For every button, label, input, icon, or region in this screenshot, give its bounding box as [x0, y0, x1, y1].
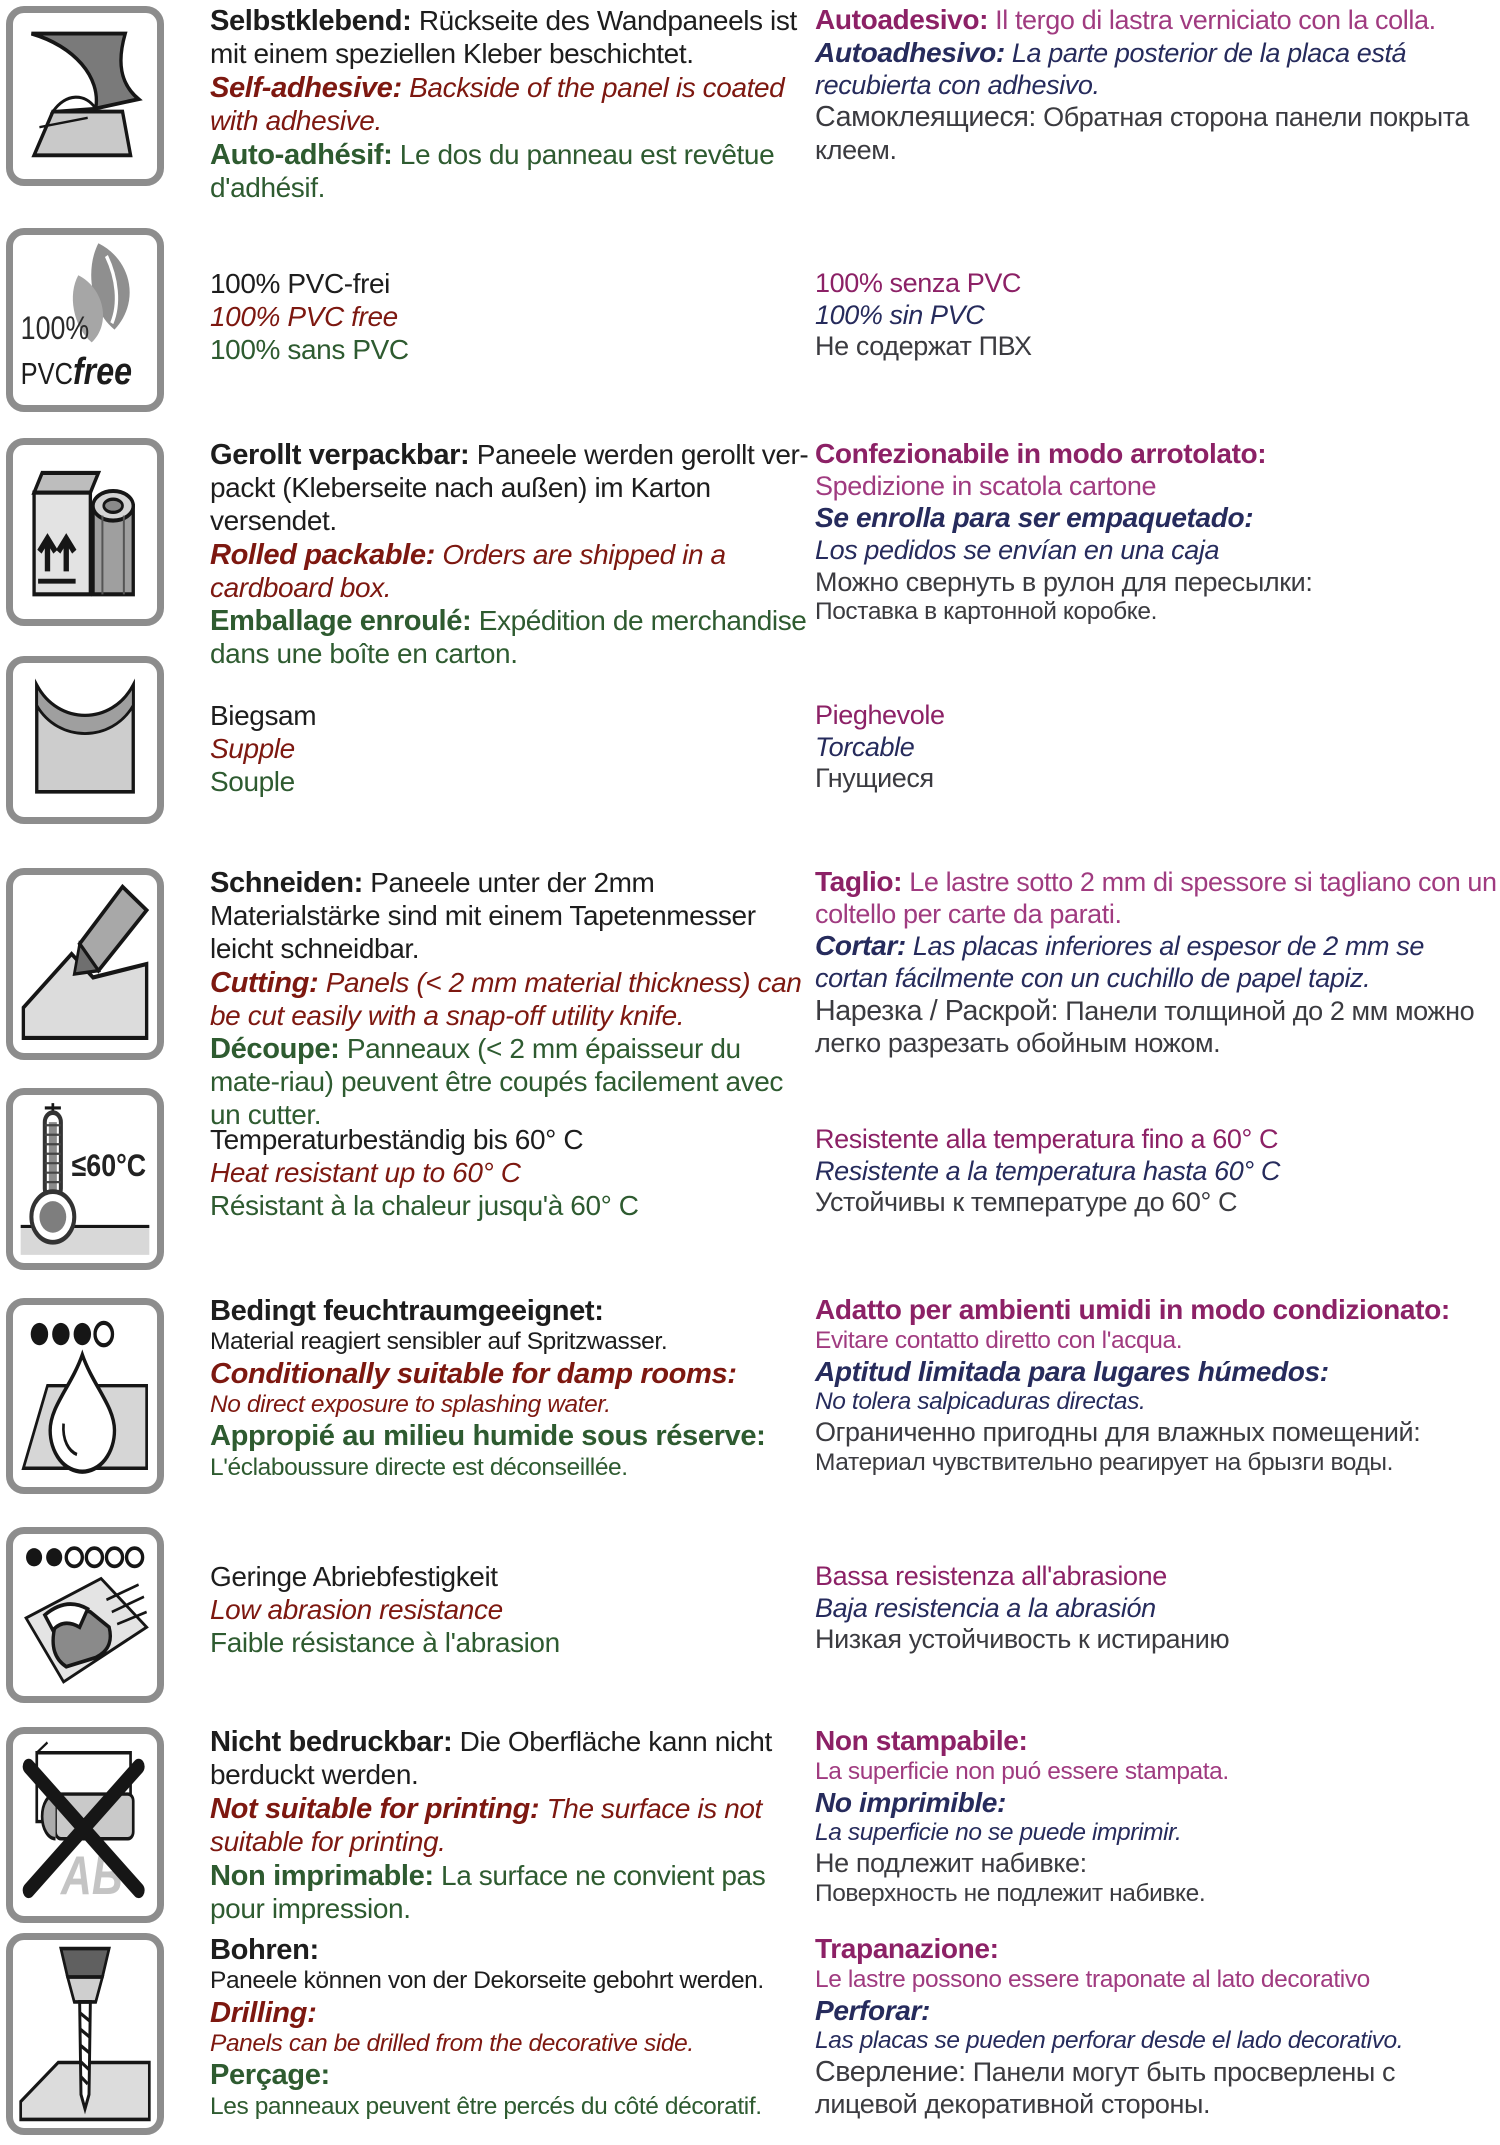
- russian-line: [815, 1848, 1500, 1880]
- russian-line: [815, 567, 1500, 599]
- rolled-pack-icon: [6, 438, 164, 626]
- icon-pvc-label: PVC: [20, 356, 73, 391]
- english-line: [210, 1357, 815, 1391]
- german-lead: Bedingt feuchtraumgeeignet:: [210, 1295, 604, 1327]
- italian-body: Le lastre possono essere traponate al lato decorativo: [815, 1965, 1370, 1993]
- russian-body-line: [815, 1449, 1500, 1478]
- french-body: Les panneaux peuvent être percés du côté décoratif.: [210, 2092, 762, 2120]
- text-block-it-es-ru: [815, 1082, 1500, 1219]
- russian-text: Гнущиеся: [815, 763, 934, 794]
- icon-cell: [0, 862, 170, 1060]
- italian-line: [815, 700, 1500, 732]
- french-text: Souple: [210, 765, 295, 797]
- english-line: [210, 1996, 815, 2030]
- french-line: [210, 766, 815, 799]
- russian-line: [815, 763, 1500, 795]
- russian-line: [815, 1187, 1500, 1219]
- german-body: Paneele können von der Dekorseite gebohrt werden.: [210, 1967, 764, 1995]
- russian-text: Можно свернуть в рулон для пересылки:: [815, 566, 1313, 597]
- italian-body: Evitare contatto diretto con l'acqua.: [815, 1326, 1183, 1354]
- cutting-knife-icon: [6, 868, 164, 1060]
- russian-text: Низкая устойчивость к истиранию: [815, 1624, 1230, 1655]
- italian-text: 100% senza PVC: [815, 268, 1022, 298]
- spanish-lead: Cortar:: [815, 930, 906, 962]
- row-supple: [0, 650, 1500, 862]
- german-lead: Bohren:: [210, 1934, 319, 1966]
- italian-line: [815, 1725, 1500, 1758]
- text-block-it-es-ru: [815, 650, 1500, 795]
- spanish-line: [815, 1593, 1500, 1625]
- text-block-de-en-fr: [210, 1292, 815, 1482]
- spanish-text: Baja resistencia a la abrasión: [815, 1592, 1156, 1623]
- english-line: [210, 71, 815, 138]
- spanish-line: [815, 1156, 1500, 1188]
- italian-rest: Le lastre sotto 2 mm di spessore si tagliano con un coltello per carte da parati.: [815, 867, 1497, 929]
- french-lead: Non imprimable:: [210, 1859, 434, 1892]
- french-line: [210, 2058, 815, 2092]
- spanish-text: 100% sin PVC: [815, 299, 985, 330]
- text-block-de-en-fr: [210, 1527, 815, 1659]
- russian-line: [815, 2056, 1500, 2121]
- english-rest: The surface is not suitable for printing.: [210, 1792, 762, 1857]
- icon-cell: [0, 430, 170, 626]
- italian-rest: Il tergo di lastra verniciato con la colla.: [988, 5, 1436, 35]
- spanish-text: Resistente a la temperatura hasta 60° C: [815, 1155, 1280, 1186]
- french-body-line: [210, 1454, 815, 1483]
- italian-lead: Taglio:: [815, 866, 903, 897]
- icon-temp-label: ≤60°C: [71, 1147, 147, 1184]
- german-lead: Gerollt verpackbar:: [210, 439, 470, 471]
- italian-line: [815, 1294, 1500, 1327]
- russian-rest: Обратная сторона панели покрыта клеем.: [815, 102, 1470, 165]
- german-lead: Schneiden:: [210, 867, 363, 899]
- english-line: [210, 1594, 815, 1627]
- german-body-line: [210, 1328, 815, 1357]
- spanish-text: Torcable: [815, 731, 915, 762]
- french-line: [210, 1419, 815, 1453]
- spanish-body: La superficie no se puede imprimir.: [815, 1819, 1182, 1847]
- italian-body: La superficie non puó essere stampata.: [815, 1757, 1229, 1785]
- french-lead: Auto-adhésif:: [210, 138, 393, 171]
- french-body: L'éclaboussure directe est déconseillée.: [210, 1453, 628, 1481]
- english-lead: Conditionally suitable for damp rooms:: [210, 1357, 737, 1390]
- icon-free-label: free: [72, 349, 132, 393]
- russian-lead: Самоклеящиеся:: [815, 101, 1036, 134]
- italian-line: [815, 1124, 1500, 1156]
- icon-cell: [0, 1292, 170, 1494]
- spanish-line: [815, 300, 1500, 332]
- german-line: [210, 268, 815, 301]
- row-low-abrasion: [0, 1527, 1500, 1723]
- german-rest: Paneele werden gerollt ver-packt (Kleberseite nach außen) im Karton versendet.: [210, 439, 809, 536]
- text-block-it-es-ru: [815, 430, 1500, 627]
- italian-text: Resistente alla temperatura fino a 60° C: [815, 1124, 1279, 1154]
- italian-body: Spedizione in scatola cartone: [815, 470, 1157, 501]
- icon-cell: [0, 1082, 170, 1270]
- spanish-body: Los pedidos se envían en una caja: [815, 535, 1220, 566]
- english-text: Low abrasion resistance: [210, 1593, 503, 1625]
- french-text: Résistant à la chaleur jusqu'à 60° C: [210, 1189, 639, 1221]
- spanish-rest: Las placas inferiores al espesor de 2 mm se cortan fácilmente con un cuchillo de papel tapiz.: [815, 931, 1424, 994]
- english-text: Heat resistant up to 60° C: [210, 1156, 521, 1188]
- russian-line: [815, 331, 1500, 363]
- russian-line: [815, 1624, 1500, 1656]
- russian-rest: Панели могут быть просверлены с лицевой декоративной стороны.: [815, 2057, 1396, 2120]
- french-lead: Emballage enroulé:: [210, 605, 472, 638]
- english-body: Panels can be drilled from the decorative side.: [210, 2029, 694, 2057]
- italian-text: Bassa resistenza all'abrasione: [815, 1561, 1167, 1591]
- german-line: [210, 1294, 815, 1328]
- italian-lead: Autoadesivo:: [815, 4, 989, 35]
- spanish-line: [815, 502, 1500, 535]
- russian-text: Устойчивы к температуре до 60° C: [815, 1187, 1238, 1218]
- icon-cell: [0, 1723, 170, 1923]
- german-text: Temperaturbeständig bis 60° C: [210, 1124, 584, 1155]
- german-line: [210, 1561, 815, 1594]
- english-rest: Panels (< 2 mm material thickness) can be cut easily with a snap-off utility knife.: [210, 966, 802, 1031]
- french-rest: Panneaux (< 2 mm épaisseur du mate-riau) peuvent être coupés facilement avec un cutter.: [210, 1033, 784, 1131]
- french-line: [210, 1190, 815, 1223]
- spanish-line: [815, 930, 1500, 994]
- text-block-de-en-fr: [210, 430, 815, 671]
- spanish-line: [815, 732, 1500, 764]
- italian-line: [815, 1561, 1500, 1593]
- pvc-free-leaf-icon: [6, 228, 164, 412]
- english-line: [210, 966, 815, 1033]
- spanish-body: No tolera salpicaduras directas.: [815, 1388, 1146, 1416]
- spanish-line: [815, 1787, 1500, 1820]
- russian-line: [815, 1417, 1500, 1449]
- russian-line: [815, 995, 1500, 1060]
- italian-line: [815, 268, 1500, 300]
- english-rest: Backside of the panel is coated with adhesive.: [210, 71, 785, 136]
- italian-lead: Non stampabile:: [815, 1725, 1028, 1756]
- russian-line: [815, 101, 1500, 166]
- italian-body-line: [815, 471, 1500, 503]
- text-block-it-es-ru: [815, 862, 1500, 1060]
- icon-cell: [0, 222, 170, 412]
- row-self-adhesive: [0, 0, 1500, 222]
- english-lead: Rolled packable:: [210, 538, 435, 571]
- french-rest: La surface ne convient pas pour impression.: [210, 1859, 766, 1924]
- spanish-body-line: [815, 1819, 1500, 1848]
- spanish-body-line: [815, 1388, 1500, 1417]
- french-rest: Expédition de merchandise dans une boîte en carton.: [210, 605, 807, 670]
- german-text: Geringe Abriebfestigkeit: [210, 1561, 498, 1592]
- german-text: Biegsam: [210, 700, 317, 731]
- text-block-de-en-fr: [210, 1723, 815, 1925]
- icon-cell: [0, 1527, 170, 1703]
- italian-lead: Adatto per ambienti umidi in modo condizionato:: [815, 1294, 1450, 1325]
- spanish-line: [815, 1356, 1500, 1389]
- icon-cell: [0, 0, 170, 186]
- italian-line: [815, 1933, 1500, 1966]
- italian-line: [815, 438, 1500, 471]
- drill-icon: [6, 1933, 164, 2135]
- italian-body-line: [815, 1327, 1500, 1356]
- spanish-lead: Autoadhesivo:: [815, 36, 1005, 68]
- italian-text: Pieghevole: [815, 700, 945, 730]
- row-rolled-packable: [0, 430, 1500, 670]
- flexible-panel-icon: [6, 656, 164, 824]
- english-body: No direct exposure to splashing water.: [210, 1390, 611, 1418]
- icon-100pct-label: 100%: [20, 311, 90, 347]
- thermometer-icon: [6, 1088, 164, 1270]
- russian-rest: Панели толщиной до 2 мм можно легко разрезать обойным ножом.: [815, 995, 1475, 1059]
- italian-lead: Trapanazione:: [815, 1933, 999, 1964]
- english-rest: Orders are shipped in a cardboard box.: [210, 538, 726, 603]
- russian-lead: Нарезка / Раскрой:: [815, 994, 1059, 1027]
- english-line: [210, 301, 815, 334]
- german-line: [210, 866, 815, 966]
- german-line: [210, 1933, 815, 1967]
- german-body: Material reagiert sensibler auf Spritzwasser.: [210, 1328, 668, 1356]
- english-body-line: [210, 2030, 815, 2059]
- english-line: [210, 1792, 815, 1859]
- text-block-it-es-ru: [815, 1723, 1500, 1908]
- german-line: [210, 1124, 815, 1157]
- french-body-line: [210, 2093, 815, 2122]
- text-block-it-es-ru: [815, 1292, 1500, 1477]
- italian-body-line: [815, 1758, 1500, 1787]
- french-lead: Appropié au milieu humide sous réserve:: [210, 1420, 766, 1453]
- russian-text: Ограниченно пригодны для влажных помещений:: [815, 1417, 1421, 1447]
- text-block-de-en-fr: [210, 1082, 815, 1222]
- spanish-line: [815, 1995, 1500, 2028]
- spanish-line: [815, 37, 1500, 101]
- german-line: [210, 4, 815, 71]
- row-cutting: [0, 862, 1500, 1131]
- row-damp-rooms: [0, 1292, 1500, 1527]
- german-rest: Paneele unter der 2mm Materialstärke sind mit einem Tapetenmesser leicht schneidbar.: [210, 867, 756, 964]
- german-body-line: [210, 1967, 815, 1996]
- text-block-it-es-ru: [815, 1527, 1500, 1656]
- spanish-lead: No imprimible:: [815, 1786, 1006, 1818]
- german-line: [210, 1725, 815, 1792]
- french-line: [210, 334, 815, 367]
- german-lead: Selbstklebend:: [210, 5, 412, 37]
- french-text: Faible résistance à l'abrasion: [210, 1626, 560, 1658]
- english-lead: Cutting:: [210, 966, 319, 999]
- icon-ab-letters: AB: [60, 1844, 123, 1907]
- russian-lead: Сверление:: [815, 2056, 966, 2088]
- english-lead: Drilling:: [210, 1996, 317, 2029]
- french-line: [210, 1859, 815, 1926]
- icon-cell: [0, 1933, 170, 2135]
- german-text: 100% PVC-frei: [210, 268, 390, 299]
- french-line: [210, 1627, 815, 1660]
- english-lead: Not suitable for printing:: [210, 1792, 540, 1825]
- german-rest: Die Oberfläche kann nicht berduckt werden.: [210, 1726, 772, 1791]
- russian-text: Не содержат ПВХ: [815, 331, 1032, 362]
- french-lead: Perçage:: [210, 2059, 330, 2092]
- icon-cell: [0, 650, 170, 824]
- text-block-de-en-fr: [210, 0, 815, 204]
- row-drilling: [0, 1933, 1500, 2145]
- german-line: [210, 438, 815, 538]
- spanish-rest: La parte posterior de la placa está recubierta con adhesivo.: [815, 37, 1407, 100]
- english-body-line: [210, 1391, 815, 1420]
- english-line: [210, 733, 815, 766]
- russian-body: Материал чувствительно реагирует на брызги воды.: [815, 1448, 1393, 1476]
- peel-icon: [6, 6, 164, 186]
- english-lead: Self-adhesive:: [210, 71, 402, 104]
- no-printing-icon: [6, 1727, 164, 1923]
- french-lead: Découpe:: [210, 1033, 340, 1066]
- french-rest: Le dos du panneau est revêtue d'adhésif.: [210, 138, 775, 203]
- french-line: [210, 138, 815, 205]
- german-rest: Rückseite des Wandpaneels ist mit einem speziellen Kleber beschichtet.: [210, 5, 797, 70]
- english-text: 100% PVC free: [210, 300, 398, 332]
- text-block-de-en-fr: [210, 1933, 815, 2121]
- text-block-de-en-fr: [210, 222, 815, 366]
- spanish-lead: Se enrolla para ser empaquetado:: [815, 502, 1254, 534]
- russian-body: Поставка в картонной коробке.: [815, 598, 1158, 626]
- english-line: [210, 538, 815, 605]
- water-drop-icon: [6, 1298, 164, 1494]
- russian-body-line: [815, 1880, 1500, 1909]
- text-block-it-es-ru: [815, 0, 1500, 166]
- text-block-it-es-ru: [815, 1933, 1500, 2121]
- row-heat-resistant: [0, 1082, 1500, 1292]
- text-block-de-en-fr: [210, 650, 815, 798]
- english-text: Supple: [210, 732, 295, 764]
- abrasion-wipe-icon: [6, 1527, 164, 1703]
- row-no-printing: [0, 1723, 1500, 1933]
- german-line: [210, 700, 815, 733]
- russian-body-line: [815, 598, 1500, 627]
- italian-line: [815, 866, 1500, 930]
- spanish-lead: Perforar:: [815, 1994, 930, 2026]
- russian-text: Не подлежит набивке:: [815, 1848, 1087, 1878]
- french-text: 100% sans PVC: [210, 333, 409, 365]
- row-pvc-free: [0, 222, 1500, 430]
- russian-body: Поверхность не подлежит набивке.: [815, 1879, 1206, 1907]
- italian-body-line: [815, 1966, 1500, 1995]
- spanish-body: Las placas se pueden perforar desde el lado decorativo.: [815, 2027, 1404, 2055]
- italian-lead: Confezionabile in modo arrotolato:: [815, 438, 1267, 469]
- text-block-it-es-ru: [815, 222, 1500, 363]
- italian-line: [815, 4, 1500, 37]
- spanish-lead: Aptitud limitada para lugares húmedos:: [815, 1355, 1329, 1387]
- english-line: [210, 1157, 815, 1190]
- spanish-body-line: [815, 535, 1500, 567]
- spanish-body-line: [815, 2027, 1500, 2056]
- svg-text:PVCfree: [21, 349, 132, 392]
- german-lead: Nicht bedruckbar:: [210, 1726, 453, 1758]
